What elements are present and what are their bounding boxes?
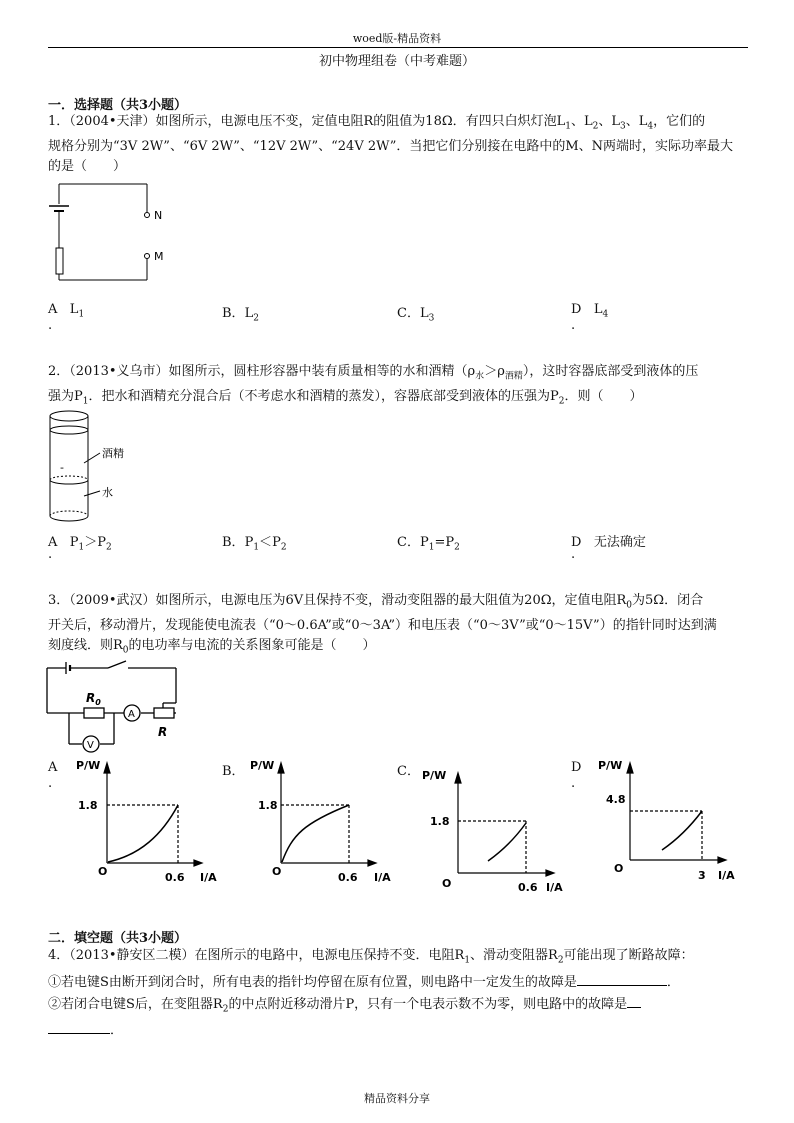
q1-option-d-dot: . bbox=[571, 318, 576, 333]
q2-option-b[interactable]: B．$P_1<P_2$ bbox=[222, 535, 287, 553]
ammeter-label: A bbox=[128, 709, 135, 720]
q2-option-d-dot: . bbox=[571, 547, 576, 562]
q3-line1: 3．（2009•武汉）如图所示，电源电压为6V且保持不变，滑动变阻器的最大阻值为20Ω，定值电阻$R_0$为5Ω．闭合 bbox=[48, 593, 704, 611]
graph-c-origin: O bbox=[442, 877, 452, 890]
q4-blank-1[interactable] bbox=[577, 971, 667, 986]
graph-d-xtick: 3 bbox=[698, 869, 706, 882]
graph-b-letter[interactable]: B． bbox=[222, 764, 245, 779]
q2-option-a[interactable]: A $P_1>P_2$ bbox=[48, 535, 112, 553]
section-choice-heading: 一．选择题（共3小题） bbox=[48, 98, 188, 113]
graph-d-xlabel: I/A bbox=[718, 869, 735, 882]
q1-option-a[interactable]: A $L_1$ bbox=[48, 302, 85, 320]
graph-b-origin: O bbox=[272, 865, 282, 878]
q4-line3: ②若闭合电键S后，在变阻器$R_2$的中点附近移动滑片P，只有一个电表示数不为零，则电路中的故障是 bbox=[48, 993, 753, 1020]
page-header: woed版-精品资料 bbox=[352, 32, 442, 45]
q4-line2: ①若电键S由断开到闭合时，所有电表的指针均停留在原有位置，则电路中一定发生的故障是 ． bbox=[48, 971, 753, 993]
alcohol-label: 酒精 bbox=[102, 447, 124, 460]
q4-blank-2b[interactable] bbox=[48, 1019, 110, 1034]
graph-a-xlabel: I/A bbox=[200, 871, 217, 884]
graph-d-origin: O bbox=[614, 862, 624, 875]
question-4-text bbox=[48, 946, 753, 1041]
page-footer: 精品资料分享 bbox=[364, 1092, 430, 1105]
graph-b-xtick: 0.6 bbox=[338, 871, 358, 884]
r0-label: $R_0$ bbox=[86, 691, 101, 707]
graph-d bbox=[594, 755, 754, 887]
graph-b-xlabel: I/A bbox=[374, 871, 391, 884]
question-1-text bbox=[48, 112, 753, 177]
terminal-n-label: N bbox=[154, 209, 163, 222]
terminal-m-label: M bbox=[154, 250, 164, 263]
q1-option-a-dot: . bbox=[48, 318, 53, 333]
q4-line4: ． bbox=[48, 1019, 753, 1041]
q1-option-c[interactable]: C．$L_3$ bbox=[397, 306, 435, 324]
q4-blank-2a[interactable] bbox=[627, 993, 641, 1008]
header-rule bbox=[48, 47, 748, 48]
graph-d-ylabel: P/W bbox=[598, 759, 623, 772]
voltmeter-label: V bbox=[87, 740, 94, 751]
q2-cylinder-diagram bbox=[44, 406, 164, 528]
graph-b-ylabel: P/W bbox=[250, 759, 275, 772]
graph-d-dot: . bbox=[571, 776, 576, 791]
graph-c-ytick: 1.8 bbox=[430, 815, 450, 828]
graph-a-origin: O bbox=[98, 865, 108, 878]
q1-circuit-diagram bbox=[44, 176, 174, 286]
q1-option-b[interactable]: B．$L_2$ bbox=[222, 306, 259, 324]
graph-a bbox=[70, 755, 230, 887]
graph-c bbox=[422, 763, 582, 895]
graph-a-ylabel: P/W bbox=[76, 759, 101, 772]
graph-c-xlabel: I/A bbox=[546, 881, 563, 894]
q2-line2: 强为$P_1$．把水和酒精充分混合后（不考虑水和酒精的蒸发），容器底部受到液体的压强为$P_2$．则（ ） bbox=[48, 388, 643, 407]
q1-line2: 规格分别为“3V 2W”、“6V 2W”、“12V 2W”、“24V 2W”．当把它们分别接在电路中的M、N两端时，实际功率最大 bbox=[48, 138, 734, 154]
paper-title: 初中物理组卷（中考难题） bbox=[318, 54, 475, 69]
water-label: 水 bbox=[102, 486, 113, 499]
graph-a-dot: . bbox=[48, 776, 53, 791]
graph-c-xtick: 0.6 bbox=[518, 881, 538, 894]
graph-a-xtick: 0.6 bbox=[165, 871, 185, 884]
q3-line2: 开关后，移动滑片，发现能使电流表（“0～0.6A”或“0～3A”）和电压表（“0～3V”或“0～15V”）的指针同时达到满 bbox=[48, 617, 717, 633]
liquid-boundary-dash: - bbox=[60, 461, 64, 474]
graph-b-ytick: 1.8 bbox=[258, 799, 278, 812]
q4-line1: 4．（2013•静安区二模）在图所示的电路中，电源电压保持不变．电阻$R_1$、滑动变阻器$R_2$可能出现了断路故障： bbox=[48, 948, 694, 966]
q2-option-d[interactable]: D 无法确定 bbox=[571, 535, 646, 550]
graph-b bbox=[244, 755, 404, 887]
q2-line1: 2．（2013•义乌市）如图所示，圆柱形容器中装有质量相等的水和酒精$(\rho_水>\rho_{酒精})$，这时容器底部受到液体的压 bbox=[48, 364, 699, 382]
section-fill-heading: 二．填空题（共3小题） bbox=[48, 931, 188, 946]
q1-line1: 1．（2004•天津）如图所示，电源电压不变，定值电阻R的阻值为18Ω．有四只白炽灯泡$L_1$、$L_2$、$L_3$、$L_4$，它们的 bbox=[48, 114, 706, 132]
question-2-text bbox=[48, 362, 753, 411]
rheostat-label: R bbox=[158, 725, 168, 739]
q3-line3: 刻度线．则$R_0$的电功率与电流的关系图象可能是（ ） bbox=[48, 637, 376, 656]
graph-a-letter[interactable]: A bbox=[48, 760, 58, 775]
graph-d-letter[interactable]: D bbox=[571, 760, 582, 775]
q2-option-c[interactable]: C．$P_1=P_2$ bbox=[397, 535, 460, 553]
question-3-text bbox=[48, 591, 753, 660]
graph-d-ytick: 4.8 bbox=[606, 793, 626, 806]
q2-option-a-dot: . bbox=[48, 547, 53, 562]
q3-circuit-diagram bbox=[44, 658, 184, 754]
graph-a-ytick: 1.8 bbox=[78, 799, 98, 812]
graph-c-letter[interactable]: C． bbox=[397, 764, 420, 779]
q1-line3: 的是（ ） bbox=[48, 158, 127, 174]
q1-option-d[interactable]: D $L_4$ bbox=[571, 302, 609, 320]
graph-c-ylabel: P/W bbox=[422, 769, 447, 782]
